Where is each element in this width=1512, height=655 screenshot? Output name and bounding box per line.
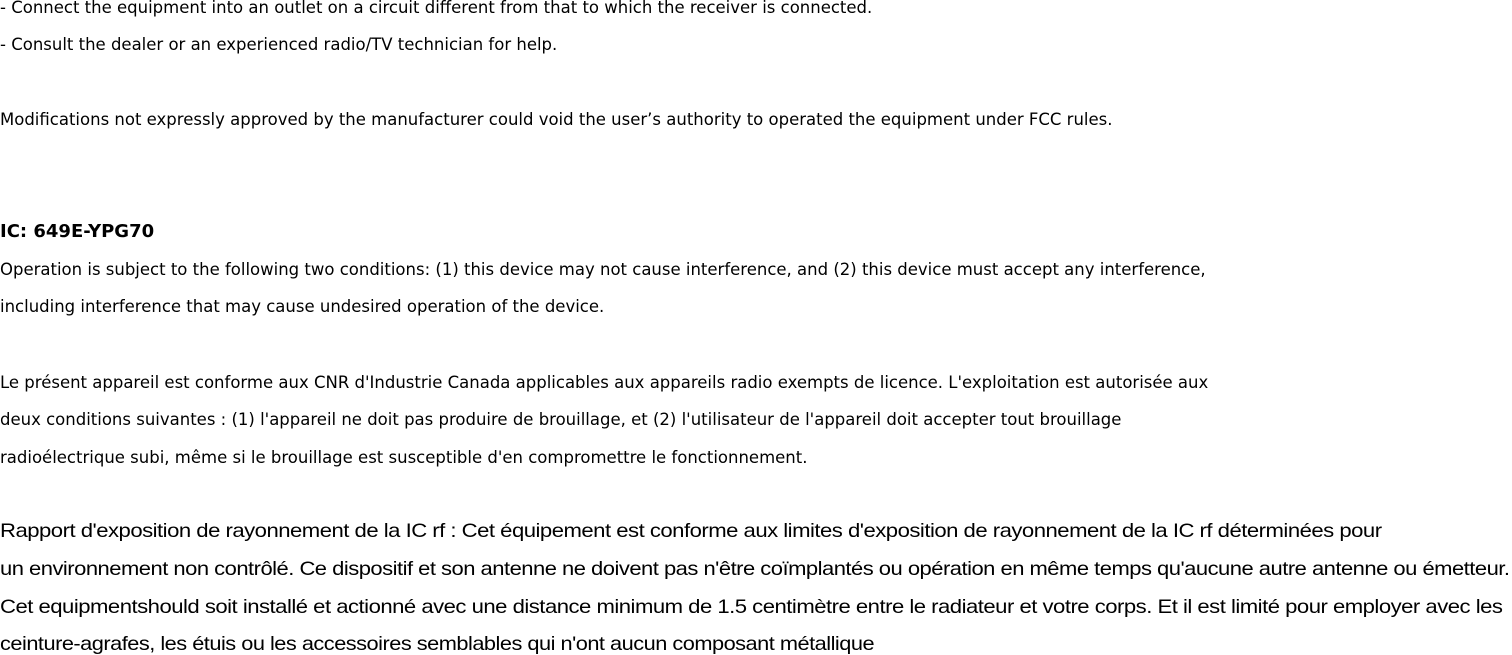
ic-rf-exposure-line: ceinture-agrafes, les étuis ou les accessoires semblables qui n'ont aucun composant métallique bbox=[0, 633, 875, 655]
ic-rf-exposure-line: Rapport d'exposition de rayonnement de la IC rf : Cet équipement est conforme aux limites d'exposition de rayonnement de la IC rf déterminées pour bbox=[0, 520, 1382, 542]
ic-french-line: Le présent appareil est conforme aux CNR d'Industrie Canada applicables aux appareils radio exempts de licence. L'exploitation est autorisée aux bbox=[0, 373, 1209, 392]
fcc-connect-outlet-text: - Connect the equipment into an outlet on a circuit different from that to which the receiver is connected. bbox=[0, 0, 873, 17]
ic-english-line: including interference that may cause undesired operation of the device. bbox=[0, 297, 605, 316]
ic-rf-exposure-line: Cet equipmentshould soit installé et actionné avec une distance minimum de 1.5 centimètre entre le radiateur et votre corps. Et il est limité pour employer avec les bbox=[0, 596, 1503, 618]
ic-english-line: Operation is subject to the following two conditions: (1) this device may not cause interference, and (2) this device must accept any interference, bbox=[0, 260, 1206, 279]
ic-french-line: deux conditions suivantes : (1) l'appareil ne doit pas produire de brouillage, et (2) l'utilisateur de l'appareil doit accepter tout brouillage bbox=[0, 410, 1122, 429]
ic-heading: IC: 649E-YPG70 bbox=[0, 221, 155, 242]
fcc-consult-dealer-text: - Consult the dealer or an experienced radio/TV technician for help. bbox=[0, 35, 558, 54]
ic-french-line: radioélectrique subi, même si le brouillage est susceptible d'en compromettre le fonctionnement. bbox=[0, 448, 808, 467]
ic-rf-exposure-line: un environnement non contrôlé. Ce dispositif et son antenne ne doivent pas n'être coïmplantés ou opération en même temps qu'aucune autre antenne ou émetteur. bbox=[0, 558, 1510, 580]
fcc-modifications-text: Modifications not expressly approved by the manufacturer could void the user’s authority to operated the equipment under FCC rules. bbox=[0, 110, 1113, 129]
